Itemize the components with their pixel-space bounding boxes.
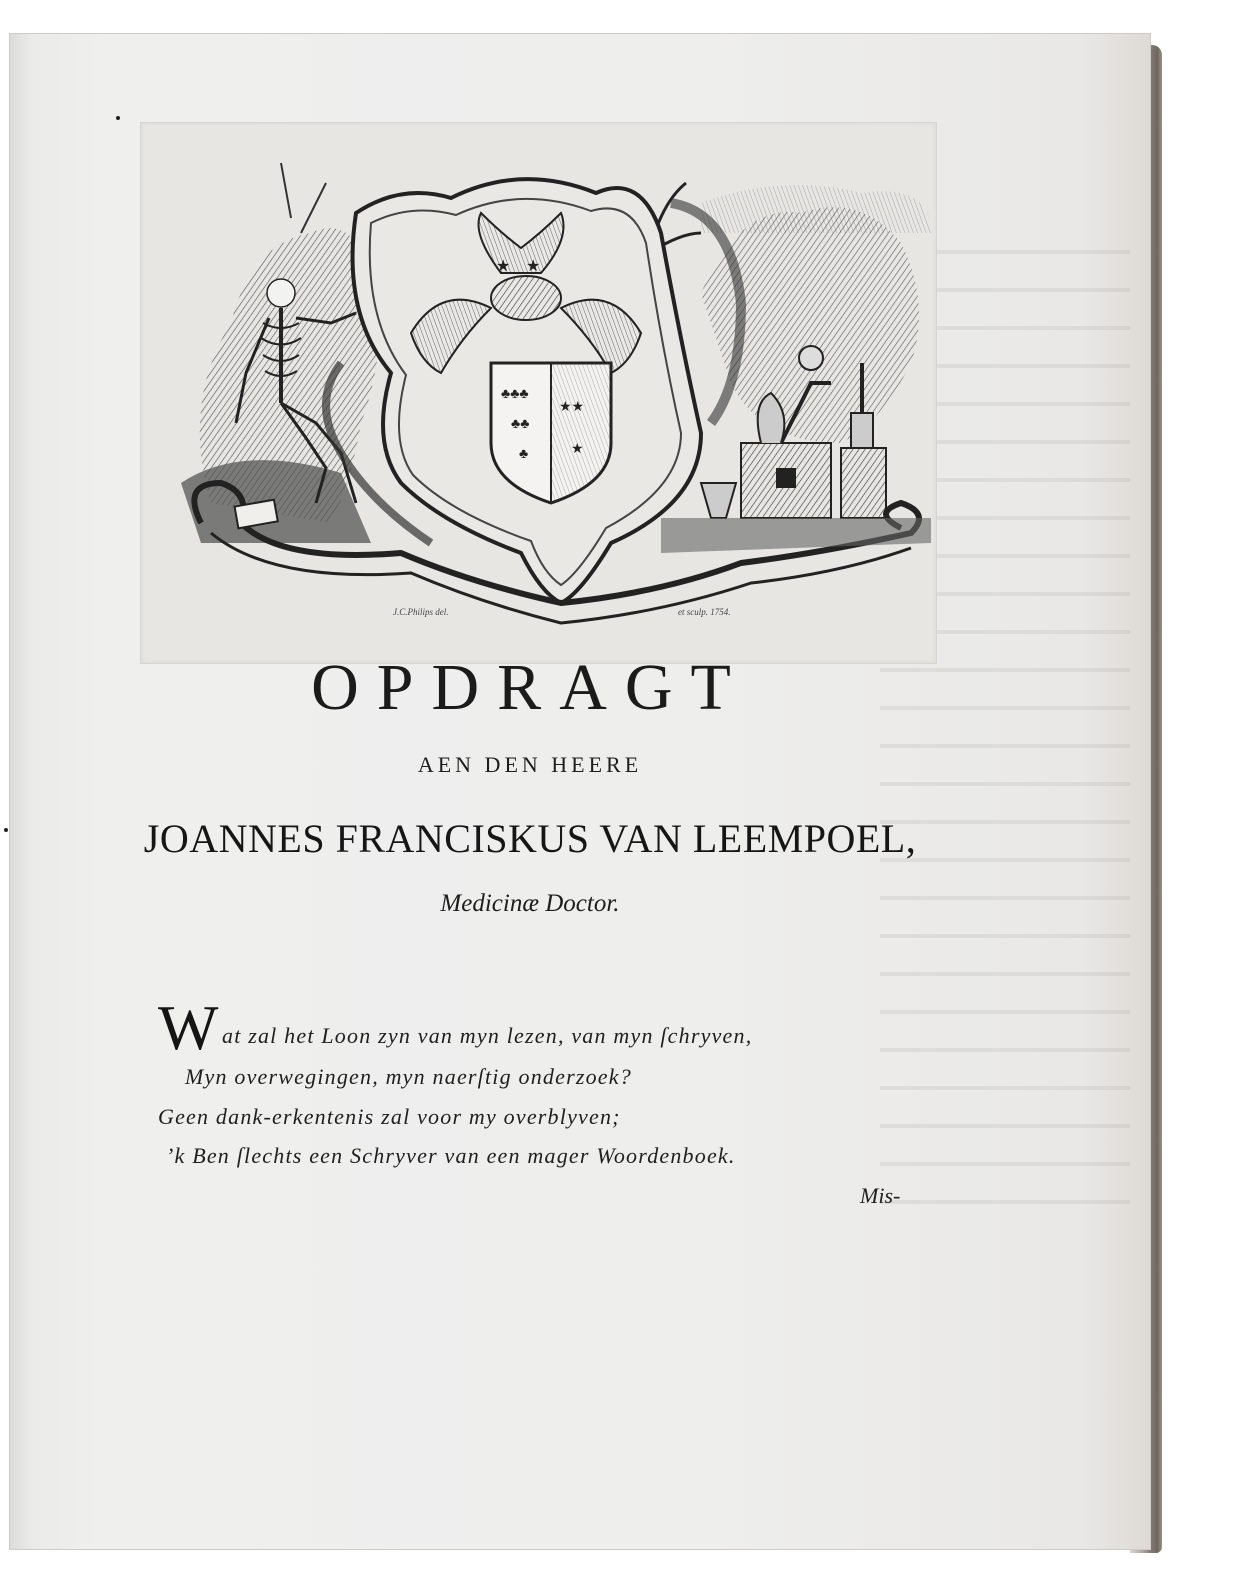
- svg-text:♣♣♣: ♣♣♣: [501, 387, 529, 402]
- ink-speck: [116, 116, 120, 120]
- verse-drop-cap: W: [158, 992, 219, 1063]
- engraved-plate: [140, 122, 937, 664]
- svg-text:★★: ★★: [559, 400, 585, 415]
- svg-text:♣♣: ♣♣: [511, 417, 530, 432]
- engraver-credit-right: et sculp. 1754.: [678, 607, 731, 617]
- catchword: Mis-: [860, 1183, 901, 1208]
- dedicatee-degree: Medicinæ Doctor.: [440, 890, 620, 917]
- svg-text:★: ★: [571, 442, 584, 457]
- verse-line-2: Myn overwegingen, myn naerſtig onderzoek?: [185, 1064, 632, 1089]
- engraver-credit-left: J.C.Philips del.: [393, 607, 449, 617]
- page-title: OPDRAGT: [311, 651, 749, 724]
- svg-text:★: ★: [496, 258, 511, 275]
- verse-line-1: at zal het Loon zyn van myn lezen, van myn ſchryven,: [222, 1023, 753, 1048]
- svg-text:♣: ♣: [519, 447, 529, 462]
- verse-line-3: Geen dank-erkentenis zal voor my overblyven;: [158, 1104, 621, 1129]
- coat-of-arms-engraving: [141, 123, 936, 663]
- dedication-subtitle: AEN DEN HEERE: [417, 752, 643, 777]
- verse-line-4: ’k Ben ſlechts een Schryver van een mager Woordenboek.: [166, 1143, 736, 1168]
- dedicatee-name: JOANNES FRANCISKUS VAN LEEMPOEL,: [143, 816, 917, 861]
- svg-text:★: ★: [526, 258, 541, 275]
